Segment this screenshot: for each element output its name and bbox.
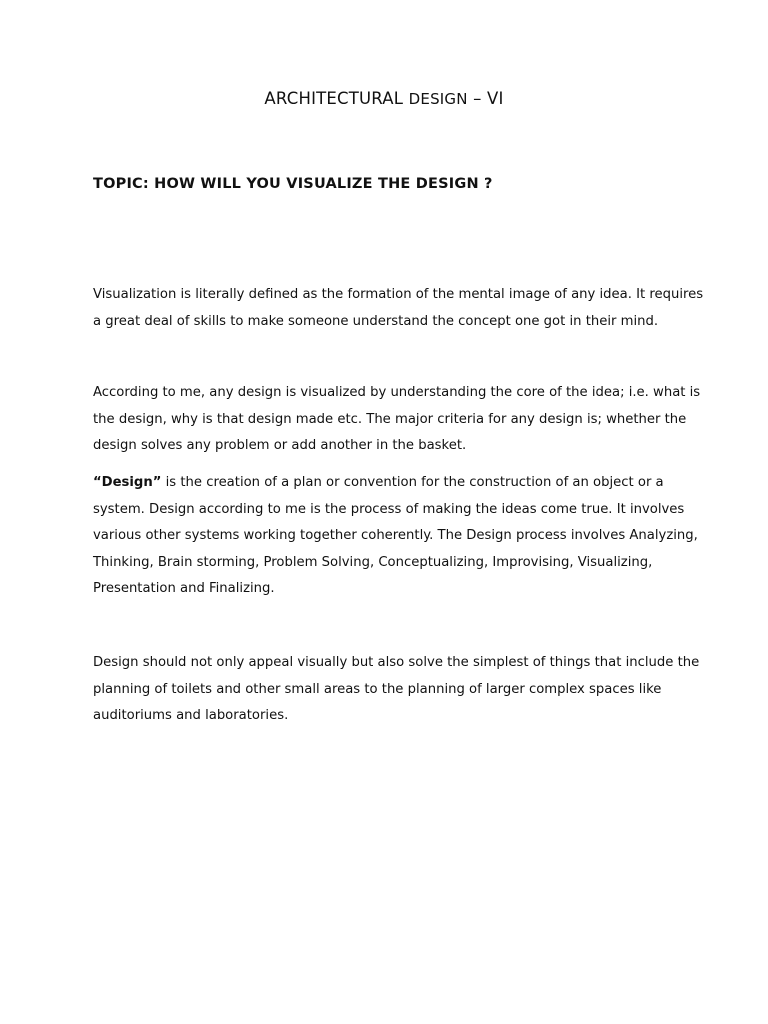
topic-heading: TOPIC: HOW WILL YOU VISUALIZE THE DESIGN ? [93, 176, 493, 192]
paragraph-line: design solves any problem or add another in the basket. [93, 438, 467, 453]
paragraph-line: Presentation and Finalizing. [93, 581, 275, 596]
paragraph-line: various other systems working together coherently. The Design process involves Analyzing, [93, 528, 698, 543]
title-suffix: – VI [467, 89, 504, 108]
paragraph-line: Thinking, Brain storming, Problem Solving, Conceptualizing, Improvising, Visualizing, [93, 554, 653, 570]
paragraph-line-rest: is the creation of a plan or convention for the construction of an object or a [161, 475, 664, 490]
paragraph-line: Visualization is literally defined as the formation of the mental image of any idea. It requires [93, 287, 704, 302]
paragraph-visualization-definition [93, 282, 704, 335]
paragraph-line: Design should not only appeal visually but also solve the simplest of things that include the [93, 655, 700, 670]
paragraph-design-appeal [93, 650, 700, 730]
paragraph-line: the design, why is that design made etc. The major criteria for any design is; whether the [93, 411, 687, 427]
paragraph-design-visualized [93, 380, 701, 460]
paragraph-line: auditoriums and laboratories. [93, 708, 289, 723]
paragraph-line: planning of toilets and other small areas to the planning of larger complex spaces like [93, 681, 662, 697]
paragraph-line [93, 470, 683, 497]
title-prefix: ARCHITECTURAL [264, 89, 409, 108]
document-title [0, 89, 768, 108]
title-middle: DESIGN [408, 90, 468, 108]
design-term: “Design” [93, 475, 162, 490]
paragraph-design-definition [93, 470, 698, 603]
paragraph-line: a great deal of skills to make someone understand the concept one got in their mind. [93, 313, 659, 329]
paragraph-line: system. Design according to me is the process of making the ideas come true. It involves [93, 501, 685, 517]
paragraph-line: According to me, any design is visualized by understanding the core of the idea; i.e. what is [93, 385, 701, 400]
